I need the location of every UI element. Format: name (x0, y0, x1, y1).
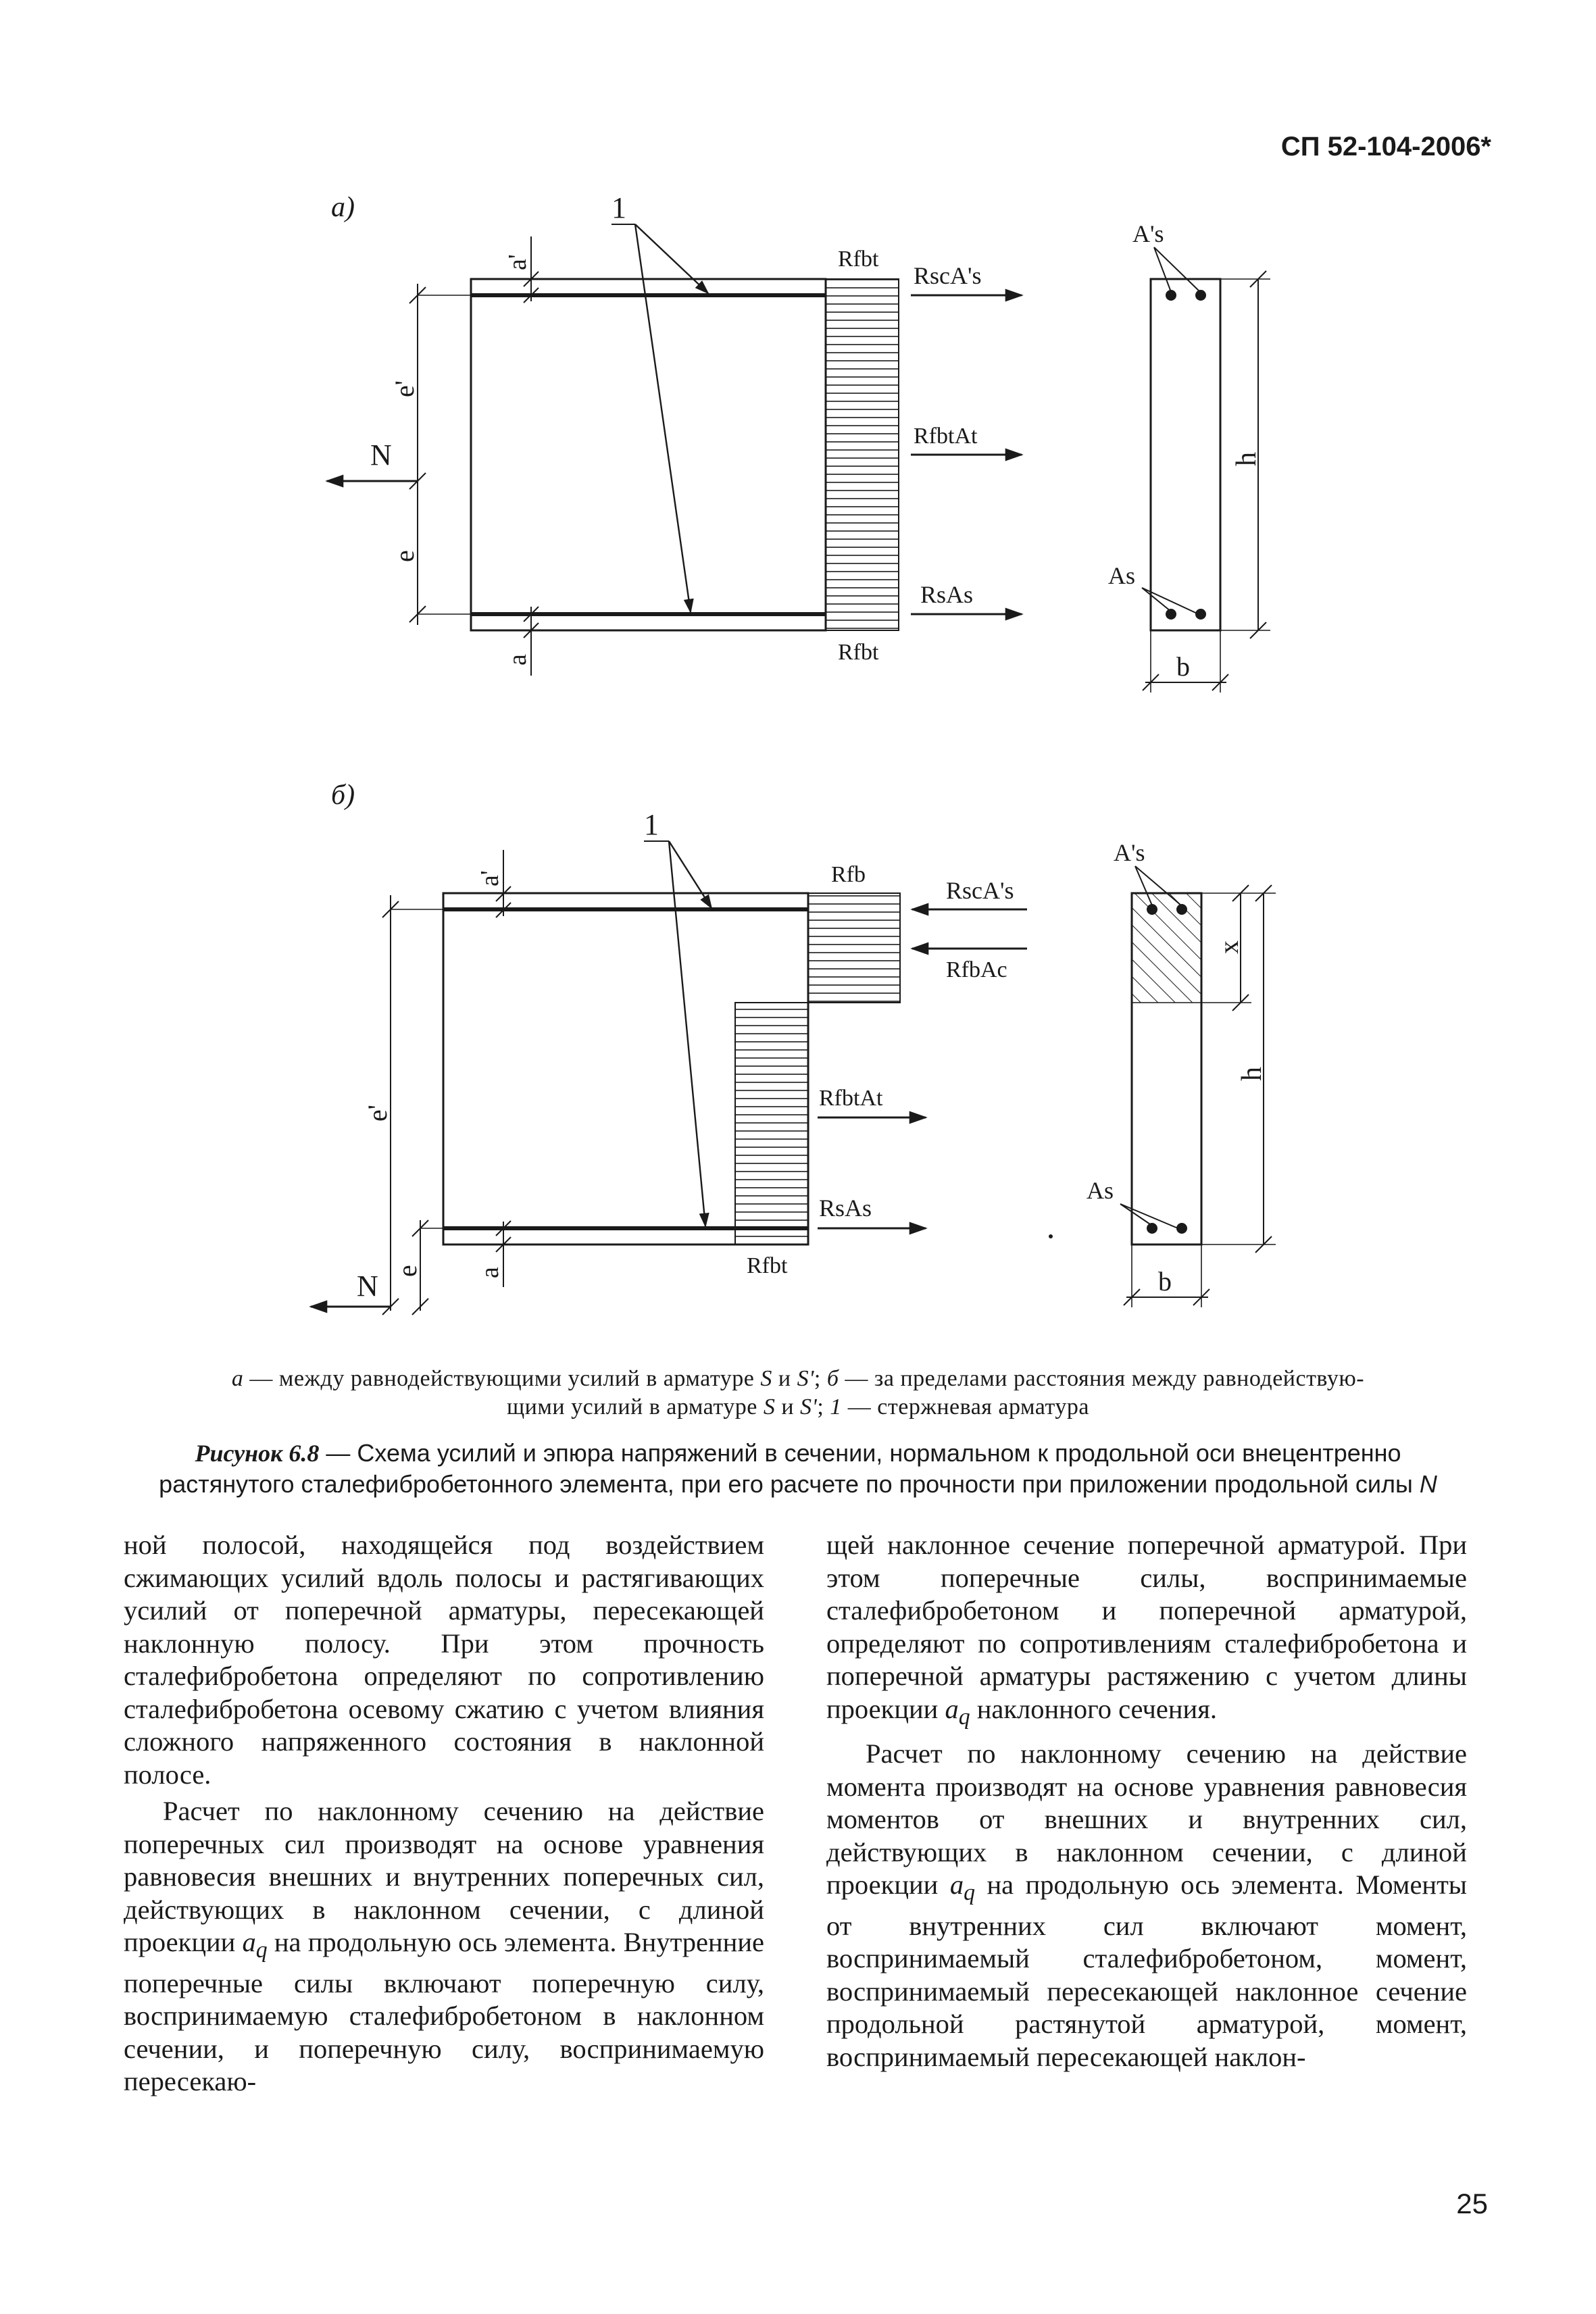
paragraph: ной полосой, находящейся под воздействием сжимающих усилий вдоль полосы и растягивающих усилий от поперечной арматуры, пересекающей наклонную полосу. При этом прочность сталефибробетона определяют по сопротивлению сталефибробетона осевому сжатию с учетом влияния сложного напряженного состояния в наклонной полосе. (124, 1530, 764, 1790)
panel-a-rebar-dot (1195, 609, 1206, 620)
panel-a-rfbt-bottom-label: Rfbt (838, 640, 879, 665)
caption-line-1 (101, 1438, 1495, 1469)
panel-a-element (471, 279, 826, 630)
panel-a-rsas-label: RsAs (920, 581, 974, 608)
legend-line-1 (101, 1365, 1495, 1393)
paragraph-text: Расчет по наклонному сечению на действие момента производят на основе уравнения равновесия моментов от внешних и внутренних сил, действующих в наклонном сечении, с длиной проекции (826, 1738, 1467, 1901)
panel-b-rsc-label: RscA's (946, 877, 1014, 904)
panel-b-rsas-label: RsAs (819, 1194, 872, 1222)
body-column-left (124, 1529, 764, 2098)
symbol-a: a (242, 1927, 256, 1957)
panel-b (311, 780, 1276, 1315)
panel-a-label: а) (331, 192, 355, 223)
panel-a-callout-leader-bottom (635, 224, 691, 612)
legend-symbol: S' (797, 1366, 814, 1391)
panel-a-asprime-label: A's (1132, 220, 1164, 247)
panel-a-rebar-dot (1166, 609, 1176, 620)
panel-a-a-label: a (503, 654, 532, 665)
panel-b-a-label: a (476, 1267, 504, 1278)
panel-a-rfbtat-label: RfbtAt (914, 424, 978, 449)
panel-b-compressed-zone-hatch (1132, 893, 1201, 1003)
panel-b-as-label: As (1087, 1177, 1114, 1204)
document-code: СП 52-104-2006* (1280, 132, 1491, 161)
caption-label: Рисунок 6.8 (195, 1440, 320, 1467)
legend-marker-a: а (231, 1366, 244, 1391)
paragraph-text: Расчет по наклонному сечению на действие поперечных сил производят на основе уравнения равновесия внешних и внутренних поперечных сил, действующих в наклонном сечении, с длиной проекции (124, 1796, 764, 1957)
panel-b-rfbtat-label: RfbtAt (819, 1086, 883, 1111)
panel-a-e-label: e (389, 550, 420, 562)
panel-b-callout-leader-bottom (669, 841, 705, 1226)
legend-marker-b: б (826, 1366, 839, 1391)
body-column-right (826, 1529, 1467, 2073)
paragraph-text: наклонного сечения. (970, 1693, 1217, 1724)
panel-b-b-label: b (1158, 1266, 1172, 1297)
panel-b-h-label: h (1237, 1067, 1268, 1081)
symbol-subscript: q (958, 1704, 970, 1730)
legend-text-b: — за пределами расстояния между равнодействую- (839, 1366, 1365, 1391)
symbol-subscript: q (255, 1938, 268, 1963)
legend-symbol: S' (800, 1394, 818, 1419)
paragraph-text: на продольную ось элемента. Моменты от внутренних сил включают момент, воспринимаемый сталефибробетоном, момент, воспринимаемый пересекающей наклонное сечение продольной растянутой арматурой, момент, воспринимаемый пересекающей наклон- (826, 1869, 1467, 2072)
paragraph (826, 1738, 1467, 2073)
panel-b-label: б) (331, 780, 355, 811)
panel-b-e-label: e (392, 1265, 422, 1277)
paragraph (124, 1795, 764, 2098)
legend-text: и (775, 1394, 801, 1419)
legend-text-a: — между равнодействующими усилий в арматуре (243, 1366, 761, 1391)
panel-b-rfbac-label: RfbAc (946, 957, 1007, 982)
panel-a-N-label: N (370, 438, 392, 472)
panel-b-aprime-label: a' (476, 870, 504, 886)
figure-legend (101, 1365, 1495, 1422)
panel-a-rebar-dot (1195, 290, 1206, 301)
panel-a-b-label: b (1176, 651, 1190, 682)
panel-a-eprime-label: e' (389, 380, 420, 397)
legend-line-2 (101, 1393, 1495, 1422)
panel-b-rebar-dot (1147, 904, 1157, 915)
legend-text: ; (814, 1366, 827, 1391)
panel-b-callout-number: 1 (644, 808, 659, 841)
panel-b-rfb-label: Rfb (831, 862, 866, 887)
panel-a-aprime-label: a' (503, 254, 532, 270)
legend-text: ; (817, 1394, 830, 1419)
panel-a-rsc-label: RscA's (914, 262, 982, 289)
symbol-subscript: q (964, 1880, 975, 1906)
caption-text: растянутого сталефибробетонного элемента, при его расчете по прочности при приложении продольной силы (159, 1470, 1420, 1498)
legend-symbol: S (763, 1394, 776, 1419)
page-number: 25 (1456, 2188, 1488, 2219)
caption-symbol: N (1419, 1470, 1437, 1498)
legend-symbol: S (760, 1366, 772, 1391)
panel-a-stress-diagram (826, 279, 899, 630)
panel-b-rebar-dot (1147, 1223, 1157, 1234)
symbol-a: a (945, 1693, 959, 1724)
symbol-a: a (949, 1869, 964, 1901)
panel-a-rfbt-top-label: Rfbt (838, 247, 879, 272)
panel-a-cross-section (1151, 279, 1220, 630)
panel-b-callout-leader-top (669, 841, 712, 908)
panel-b-asprime-label: A's (1114, 839, 1145, 866)
panel-a-as-label: As (1108, 562, 1136, 589)
panel-b-rebar-dot (1176, 904, 1187, 915)
paragraph-text: на продольную ось элемента. Внутренние поперечные силы включают поперечную силу, воспринимаемую сталефибробетоном в наклонном сечении, и поперечную силу, воспринимаемую пересекаю- (124, 1927, 764, 2097)
caption-text: — Схема усилий и эпюра напряжений в сечении, нормальном к продольной оси внецентренно (319, 1439, 1401, 1467)
panel-b-rfbt-bottom-label: Rfbt (747, 1253, 788, 1278)
panel-b-tension-diagram (735, 1003, 808, 1244)
panel-a-callout-leader-top (635, 224, 708, 293)
legend-text-b: щими усилий в арматуре (506, 1394, 764, 1419)
paragraph-text: щей наклонное сечение поперечной арматурой. При этом поперечные силы, воспринимаемые сталефибробетоном и поперечной арматурой, определяют по сопротивлениям сталефибробетона и поперечной арматуры растяжению с учетом длины проекции (826, 1530, 1467, 1724)
legend-text-1: — стержневая арматура (841, 1394, 1090, 1419)
panel-b-compression-diagram (808, 893, 900, 1003)
panel-b-x-label: x (1214, 940, 1244, 954)
paragraph (826, 1529, 1467, 1734)
panel-a (327, 191, 1270, 693)
panel-b-eprime-label: e' (362, 1105, 393, 1122)
figure-caption (101, 1438, 1495, 1500)
caption-line-2 (101, 1469, 1495, 1500)
legend-marker-1: 1 (830, 1394, 842, 1419)
panel-b-N-label: N (357, 1269, 378, 1303)
panel-a-h-label: h (1231, 452, 1262, 466)
legend-text: и (772, 1366, 797, 1391)
panel-a-callout-number: 1 (612, 191, 626, 224)
